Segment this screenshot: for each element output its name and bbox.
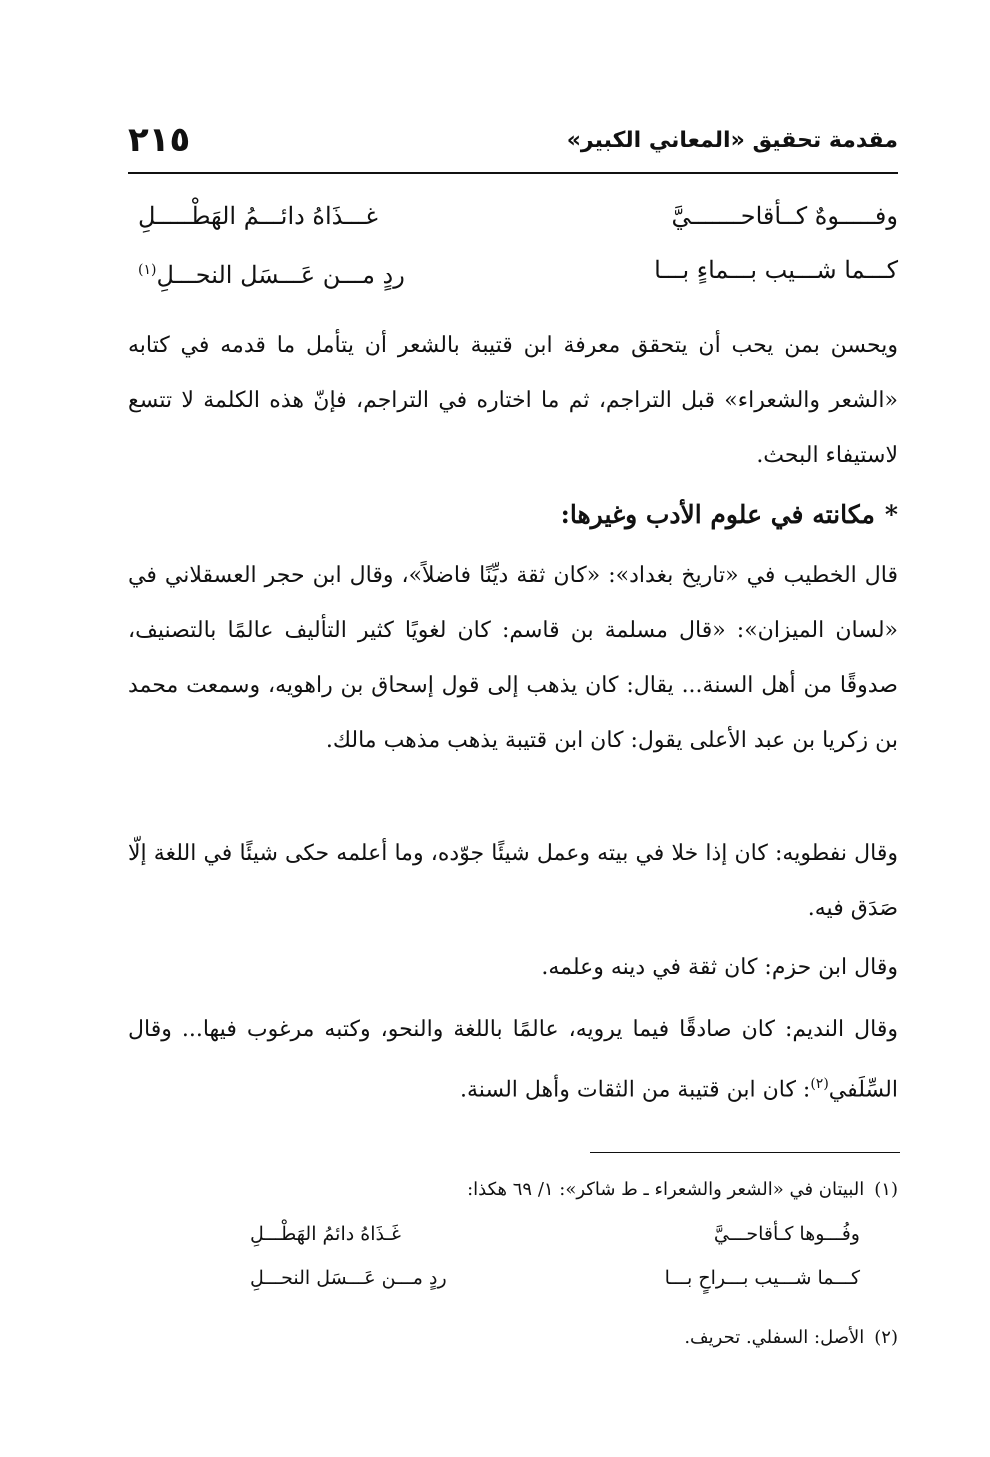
paragraph: وقال نفطويه: كان إذا خلا في بيته وعمل شيئًا جوّده، وما أعلمه حكى شيئًا في اللغة إلّا صَدَق فيه.	[128, 841, 898, 921]
paragraph: وقال ابن حزم: كان ثقة في دينه وعلمه.	[541, 955, 898, 980]
page-number: ٢١٥	[128, 120, 191, 160]
footnote-number: (١)	[874, 1179, 898, 1200]
verse-second-hemistich: غَـذَاهُ دائمُ الهَطْـــلِ	[250, 1223, 401, 1245]
page-header	[128, 118, 898, 164]
verse-text: ردٍ مـــن عَـــسَل النحـــلِ	[156, 261, 405, 289]
footnote-verse-line	[250, 1258, 860, 1298]
footnote-1	[128, 1170, 898, 1210]
footnote-divider	[590, 1152, 900, 1153]
verse-first-hemistich: وفُـــوها كـأقاحـــيَّ	[713, 1223, 860, 1245]
footnote-number: (٢)	[874, 1327, 898, 1348]
paragraph-text: وقال النديم: كان صادقًا فيما يرويه، عالمًا باللغة والنحو، وكتبه مرغوب فيها... وقال السِّلَفي	[128, 1017, 898, 1103]
header-divider	[128, 172, 898, 174]
verse-first-hemistich: كـــما شـــيب بـــماءٍ بـــا	[654, 256, 898, 284]
paragraph	[128, 1002, 898, 1117]
verse-first-hemistich: كـــما شـــيب بـــراحٍ بـــا	[664, 1267, 860, 1289]
running-title: مقدمة تحقيق «المعاني الكبير»	[566, 128, 898, 153]
footnote-verse-line	[250, 1214, 860, 1254]
verse-second-hemistich	[138, 244, 405, 301]
paragraph-text: : كان ابن قتيبة من الثقات وأهل السنة.	[460, 1077, 811, 1103]
heading-bullet: *	[884, 500, 898, 529]
verse-line	[128, 244, 898, 296]
verse-line	[128, 190, 898, 242]
verse-second-hemistich: غـــذَاهُ دائـــمُ الهَطْـــــلِ	[138, 202, 378, 230]
verse-first-hemistich: وفـــــوهٌ كــأقاحـــــــيَّ	[671, 202, 898, 230]
footnote-marker: (٢)	[810, 1076, 829, 1092]
footnote-2	[128, 1318, 898, 1358]
footnote-text: الأصل: السفلي. تحريف.	[684, 1327, 865, 1348]
section-heading	[128, 490, 898, 540]
footnote-text: البيتان في «الشعر والشعراء ـ ط شاكر»: ١/ ٦٩ هكذا:	[467, 1179, 865, 1200]
paragraph: ويحسن بمن يحب أن يتحقق معرفة ابن قتيبة بالشعر أن يتأمل ما قدمه في كتابه «الشعر والشعراء» قبل التراجم، ثم ما اختاره في التراجم، فإنّ هذه الكلمة لا تتسع لاستيفاء البحث.	[128, 333, 898, 468]
verse-second-hemistich: ردٍ مـــن عَـــسَل النحـــلِ	[250, 1267, 447, 1289]
heading-text: مكانته في علوم الأدب وغيرها:	[560, 500, 875, 529]
footnote-marker: (١)	[138, 262, 157, 278]
paragraph: قال الخطيب في «تاريخ بغداد»: «كان ثقة ديِّنًا فاضلاً»، وقال ابن حجر العسقلاني في «لسان الميزان»: «قال مسلمة بن قاسم: كان لغويًا كثير التأليف عالمًا بالتصنيف، صدوقًا من أهل السنة... يقال: كان يذهب إلى قول إسحاق بن راهويه، وسمعت محمد بن زكريا بن عبد الأعلى يقول: كان ابن قتيبة يذهب مذهب مالك.	[128, 563, 898, 753]
